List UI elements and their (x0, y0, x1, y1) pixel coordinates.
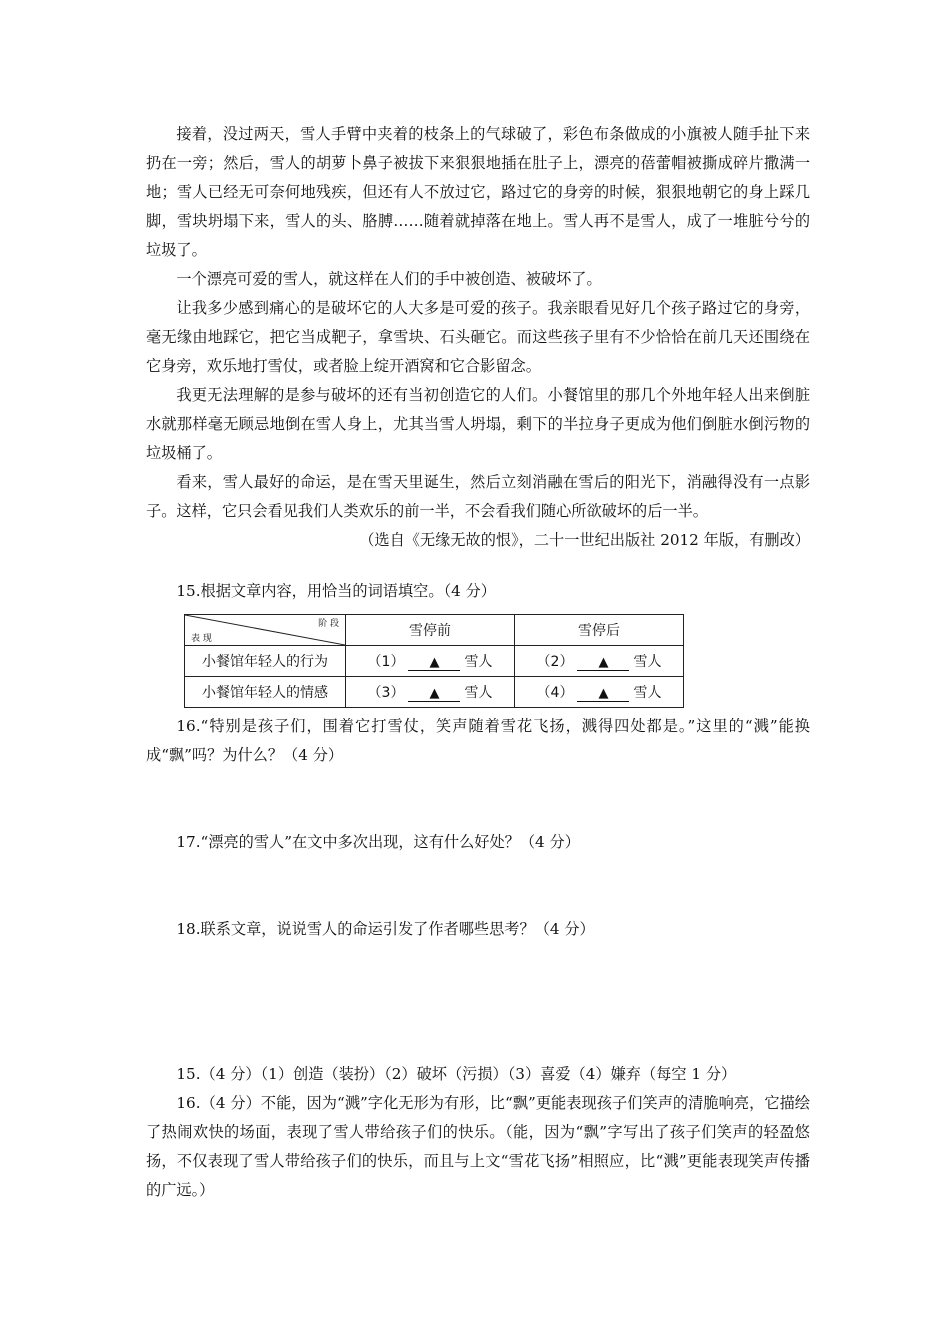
answer-16: 16.（4 分）不能，因为“溅”字化无形为有形，比“飘”更能表现孩子们笑声的清脆响亮，它描绘了热闹欢快的场面，表现了雪人带给孩子们的快乐。（能，因为“飘”字写出了孩子们笑声的轻盈悠扬，不仅表现了雪人带给孩子们的快乐，而且与上文“雪花飞扬”相照应，比“溅”更能表现笑声传播的广远。） (146, 1094, 810, 1199)
corner-top-label: 阶 段 (318, 619, 339, 629)
blank-cell-1[interactable] (346, 646, 515, 677)
question-18: 18.联系文章，说说雪人的命运引发了作者哪些思考？（4 分） (176, 920, 595, 938)
triangle-icon: ▲ (598, 655, 609, 670)
blank-number: （2） (536, 654, 574, 670)
blank-suffix: 雪人 (464, 654, 493, 670)
fill-in-table (184, 614, 684, 708)
row-label-feeling: 小餐馆年轻人的情感 (185, 677, 346, 708)
answer-blank[interactable] (408, 654, 460, 671)
question-17: 17.“漂亮的雪人”在文中多次出现，这有什么好处？（4 分） (176, 833, 580, 851)
row-label-behavior: 小餐馆年轻人的行为 (185, 646, 346, 677)
triangle-icon: ▲ (429, 655, 440, 670)
blank-suffix: 雪人 (464, 685, 493, 701)
answer-blank[interactable] (408, 685, 460, 702)
blank-number: （1） (367, 654, 405, 670)
corner-bottom-label: 表 现 (191, 634, 212, 644)
blank-suffix: 雪人 (633, 654, 662, 670)
blank-cell-3[interactable] (346, 677, 515, 708)
article-paragraph-2: 一个漂亮可爱的雪人，就这样在人们的手中被创造、被破坏了。 (176, 270, 602, 288)
answer-blank[interactable] (577, 654, 629, 671)
article-paragraph-5: 看来，雪人最好的命运，是在雪天里诞生，然后立刻消融在雪后的阳光下，消融得没有一点影子。这样，它只会看见我们人类欢乐的前一半，不会看我们随心所欲破坏的后一半。 (146, 473, 810, 520)
exam-page (146, 120, 810, 1205)
column-header-before: 雪停前 (346, 615, 515, 646)
article-paragraph-3: 让我多少感到痛心的是破坏它的人大多是可爱的孩子。我亲眼看见好几个孩子路过它的身旁，毫无缘由地踩它，把它当成靶子，拿雪块、石头砸它。而这些孩子里有不少恰恰在前几天还围绕在它身旁，欢乐地打雪仗，或者脸上绽开酒窝和它合影留念。 (146, 299, 810, 375)
answer-space-16 (146, 770, 810, 828)
answer-space-18 (146, 944, 810, 1060)
article-paragraph-4: 我更无法理解的是参与破坏的还有当初创造它的人们。小餐馆里的那几个外地年轻人出来倒脏水就那样毫无顾忌地倒在雪人身上，尤其当雪人坍塌，剩下的半拉身子更成为他们倒脏水倒污物的垃圾桶了。 (146, 386, 810, 462)
question-16: 16.“特别是孩子们，围着它打雪仗，笑声随着雪花飞扬，溅得四处都是。”这里的“溅”能换成“飘”吗？为什么？（4 分） (146, 717, 810, 764)
answer-space-17 (146, 857, 810, 915)
blank-number: （4） (536, 685, 574, 701)
blank-suffix: 雪人 (633, 685, 662, 701)
column-header-after: 雪停后 (515, 615, 684, 646)
blank-number: （3） (367, 685, 405, 701)
answer-blank[interactable] (577, 685, 629, 702)
answer-15: 15.（4 分）（1）创造（装扮）（2）破坏（污损）（3）喜爱（4）嫌弃（每空 1 分） (176, 1065, 737, 1083)
article-paragraph-1: 接着，没过两天，雪人手臂中夹着的枝条上的气球破了，彩色布条做成的小旗被人随手扯下来扔在一旁；然后，雪人的胡萝卜鼻子被拔下来狠狠地插在肚子上，漂亮的蓓蕾帽被撕成碎片撒满一地；雪人已经无可奈何地残疾，但还有人不放过它，路过它的身旁的时候，狠狠地朝它的身上踩几脚，雪块坍塌下来，雪人的头、胳膊……随着就掉落在地上。雪人再不是雪人，成了一堆脏兮兮的垃圾了。 (146, 125, 810, 259)
blank-cell-4[interactable] (515, 677, 684, 708)
table-corner-cell (185, 615, 346, 646)
triangle-icon: ▲ (598, 686, 609, 701)
article-source: （选自《无缘无故的恨》，二十一世纪出版社 2012 年版，有删改） (359, 531, 810, 549)
blank-cell-2[interactable] (515, 646, 684, 677)
triangle-icon: ▲ (429, 686, 440, 701)
question-15: 15.根据文章内容，用恰当的词语填空。（4 分） (176, 582, 496, 600)
